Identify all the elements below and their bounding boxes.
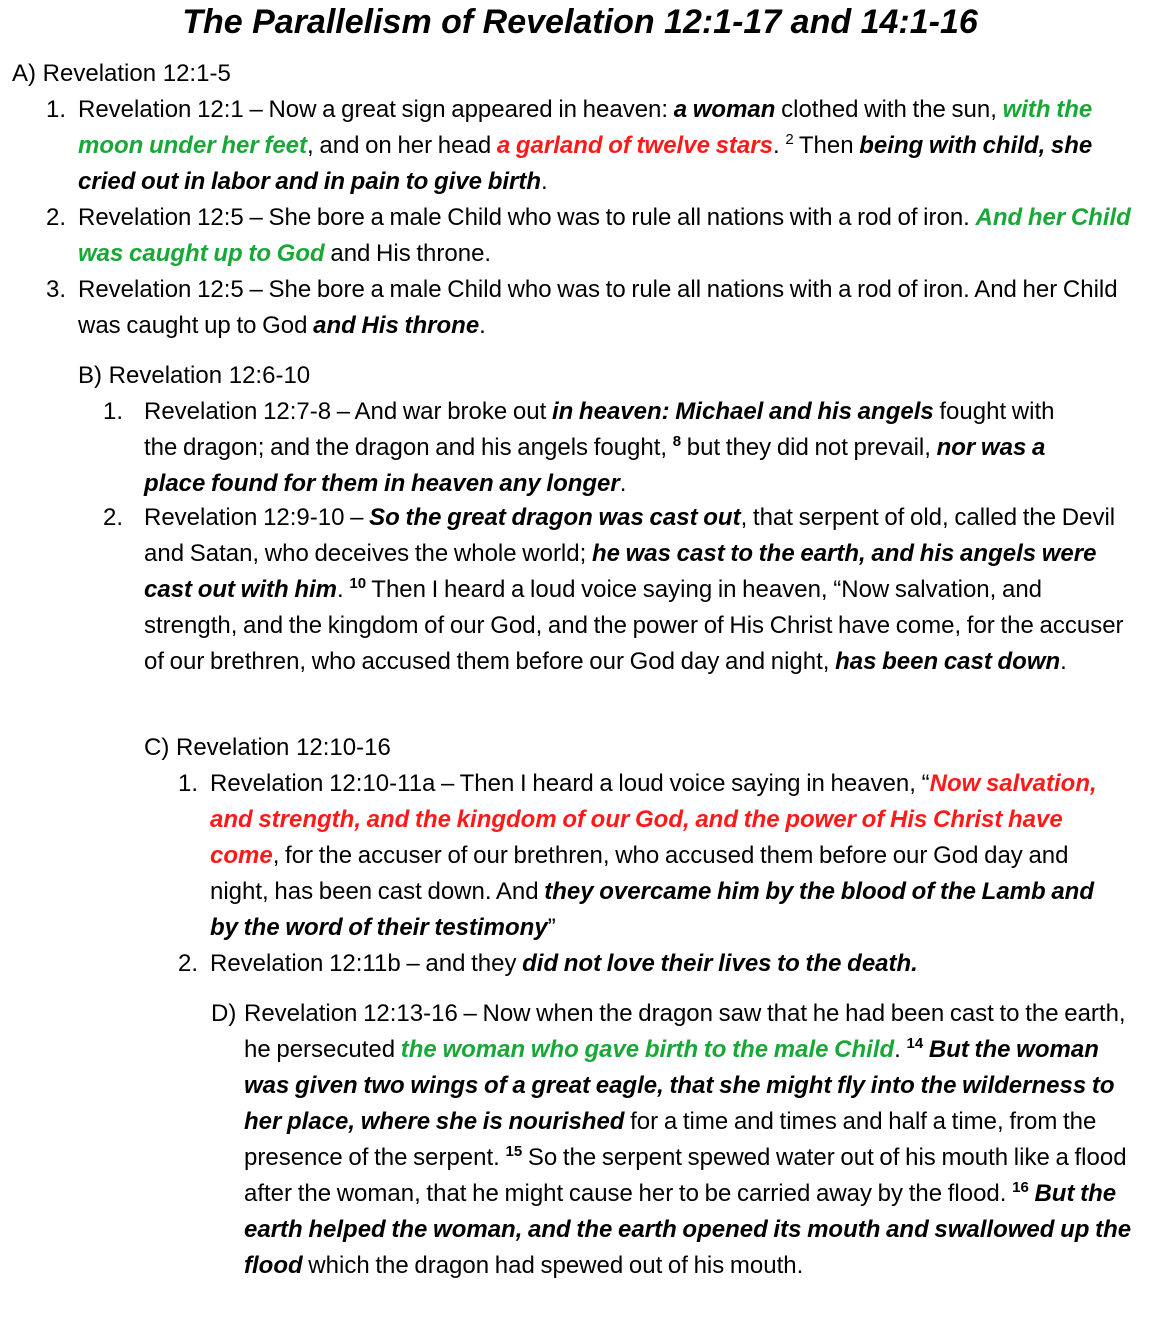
item-text	[78, 272, 1151, 344]
verse-number: 14	[906, 1035, 924, 1052]
section-heading-d: D)	[211, 1000, 237, 1027]
text-segment: Revelation 12:1 – Now a great sign appeared in heaven:	[78, 96, 674, 123]
text-segment: So the serpent spewed water out of his mouth like a flood after the woman, that he might cause her to be carried away by the flood.	[244, 1144, 1127, 1207]
emphasis-segment: has been cast down	[835, 648, 1061, 675]
emphasis-segment: they overcame him by the blood of the Lamb and by the word of their testimony	[210, 878, 1094, 941]
text-segment: .	[479, 312, 486, 339]
item-number: 3.	[46, 276, 67, 303]
text-segment: , for the accuser of our brethren, who accused them before our God day and night, has been cast down. And	[210, 842, 1069, 905]
document-title: The Parallelism of Revelation 12:1-17 and 14:1-16	[182, 3, 978, 41]
text-segment: , that serpent of old, called the Devil and Satan, who deceives the whole world;	[144, 504, 1116, 567]
text-segment: Revelation 12:10-11a – Then I heard a loud voice saying in heaven, “	[210, 770, 930, 797]
text-segment: Revelation 12:5 – She bore a male Child who was to rule all nations with a rod of iron. And her Child was caught up to God	[78, 276, 1118, 339]
list-item-a-2	[46, 200, 1151, 272]
section-heading-b: B) Revelation 12:6-10	[78, 362, 311, 389]
item-number: 2.	[103, 504, 124, 531]
list-item-a-1	[46, 92, 1126, 200]
list-item-a-3	[46, 272, 1151, 344]
item-text	[144, 394, 1064, 502]
text-segment: , and on her head	[307, 132, 497, 159]
text-segment: .	[772, 132, 786, 159]
text-segment: .	[541, 168, 548, 195]
text-segment: which the dragon had spewed out of his mouth.	[302, 1252, 804, 1279]
verse-number: 15	[505, 1143, 523, 1160]
section-heading-c: C) Revelation 12:10-16	[144, 734, 391, 761]
list-item-b-1	[103, 394, 1068, 502]
item-text	[244, 996, 1139, 1284]
verse-number: 10	[349, 575, 367, 592]
item-number: 1.	[103, 398, 124, 425]
text-segment: Revelation 12:13-16 – Now when the dragon saw that he had been cast to the earth, he persecuted	[244, 1000, 1126, 1063]
item-number: 2.	[178, 950, 199, 977]
verse-number: 2	[785, 131, 794, 148]
section-d-paragraph	[211, 996, 1139, 1284]
emphasis-segment: being with child, she cried out in labor and in pain to give birth	[78, 132, 1093, 195]
text-segment: Then	[793, 132, 860, 159]
text-segment: Revelation 12:9-10 –	[144, 504, 370, 531]
item-text	[144, 500, 1134, 680]
emphasis-segment: a garland of twelve stars	[496, 132, 773, 159]
verse-number: 8	[672, 433, 682, 450]
text-segment: .	[619, 470, 627, 497]
emphasis-segment: and His throne	[313, 312, 480, 339]
emphasis-segment: So the great dragon was cast out	[369, 504, 741, 531]
list-item-c-2	[178, 946, 1126, 982]
text-segment: but they did not prevail,	[681, 434, 937, 461]
emphasis-segment: in heaven: Michael and his angels	[551, 398, 934, 425]
text-segment: .	[1060, 648, 1067, 675]
text-segment: Then I heard a loud voice saying in heaven, “Now salvation, and strength, and the kingdom of our God, and the power of His Christ have come, for the accuser of our brethren, who accused them before our God day and night,	[144, 576, 1124, 675]
text-segment: .	[894, 1036, 907, 1063]
item-text	[210, 946, 1126, 982]
item-text	[78, 200, 1151, 272]
text-segment: and His throne.	[324, 240, 492, 267]
text-segment: .	[337, 576, 350, 603]
emphasis-segment: he was cast to the earth, and his angels were cast out with him	[144, 540, 1097, 603]
text-segment: ”	[547, 914, 556, 941]
emphasis-segment: a woman	[673, 96, 776, 123]
text-segment: clothed with the sun,	[775, 96, 1003, 123]
item-text	[210, 766, 1126, 946]
list-item-b-2	[103, 500, 1138, 680]
item-number: 2.	[46, 204, 67, 231]
item-number: 1.	[46, 96, 67, 123]
text-segment: for a time and times and half a time, from the presence of the serpent.	[244, 1108, 1097, 1171]
emphasis-segment: did not love their lives to the death.	[522, 950, 918, 977]
emphasis-segment: Now salvation, and strength, and the kingdom of our God, and the power of His Christ have come	[210, 770, 1097, 869]
text-segment: Revelation 12:7-8 – And war broke out	[144, 398, 552, 425]
text-segment: fought with the dragon; and the dragon and his angels fought,	[144, 398, 1055, 461]
text-segment: Revelation 12:11b – and they	[210, 950, 523, 977]
emphasis-segment: And her Child was caught up to God	[78, 204, 1131, 267]
emphasis-segment: with the moon under her feet	[78, 96, 1093, 159]
list-item-c-1	[178, 766, 1126, 946]
item-number: 1.	[178, 770, 199, 797]
emphasis-segment: But the woman was given two wings of a great eagle, that she might fly into the wilderness to her place, where she is nourished	[244, 1036, 1115, 1135]
emphasis-segment: the woman who gave birth to the male Child	[400, 1036, 895, 1063]
text-segment: Revelation 12:5 – She bore a male Child who was to rule all nations with a rod of iron.	[78, 204, 976, 231]
emphasis-segment: But the earth helped the woman, and the earth opened its mouth and swallowed up the flood	[244, 1180, 1132, 1279]
verse-number: 16	[1012, 1179, 1029, 1196]
item-text	[78, 92, 1126, 200]
emphasis-segment: nor was a place found for them in heaven any longer	[144, 434, 1046, 497]
section-heading-a: A) Revelation 12:1-5	[12, 60, 231, 87]
